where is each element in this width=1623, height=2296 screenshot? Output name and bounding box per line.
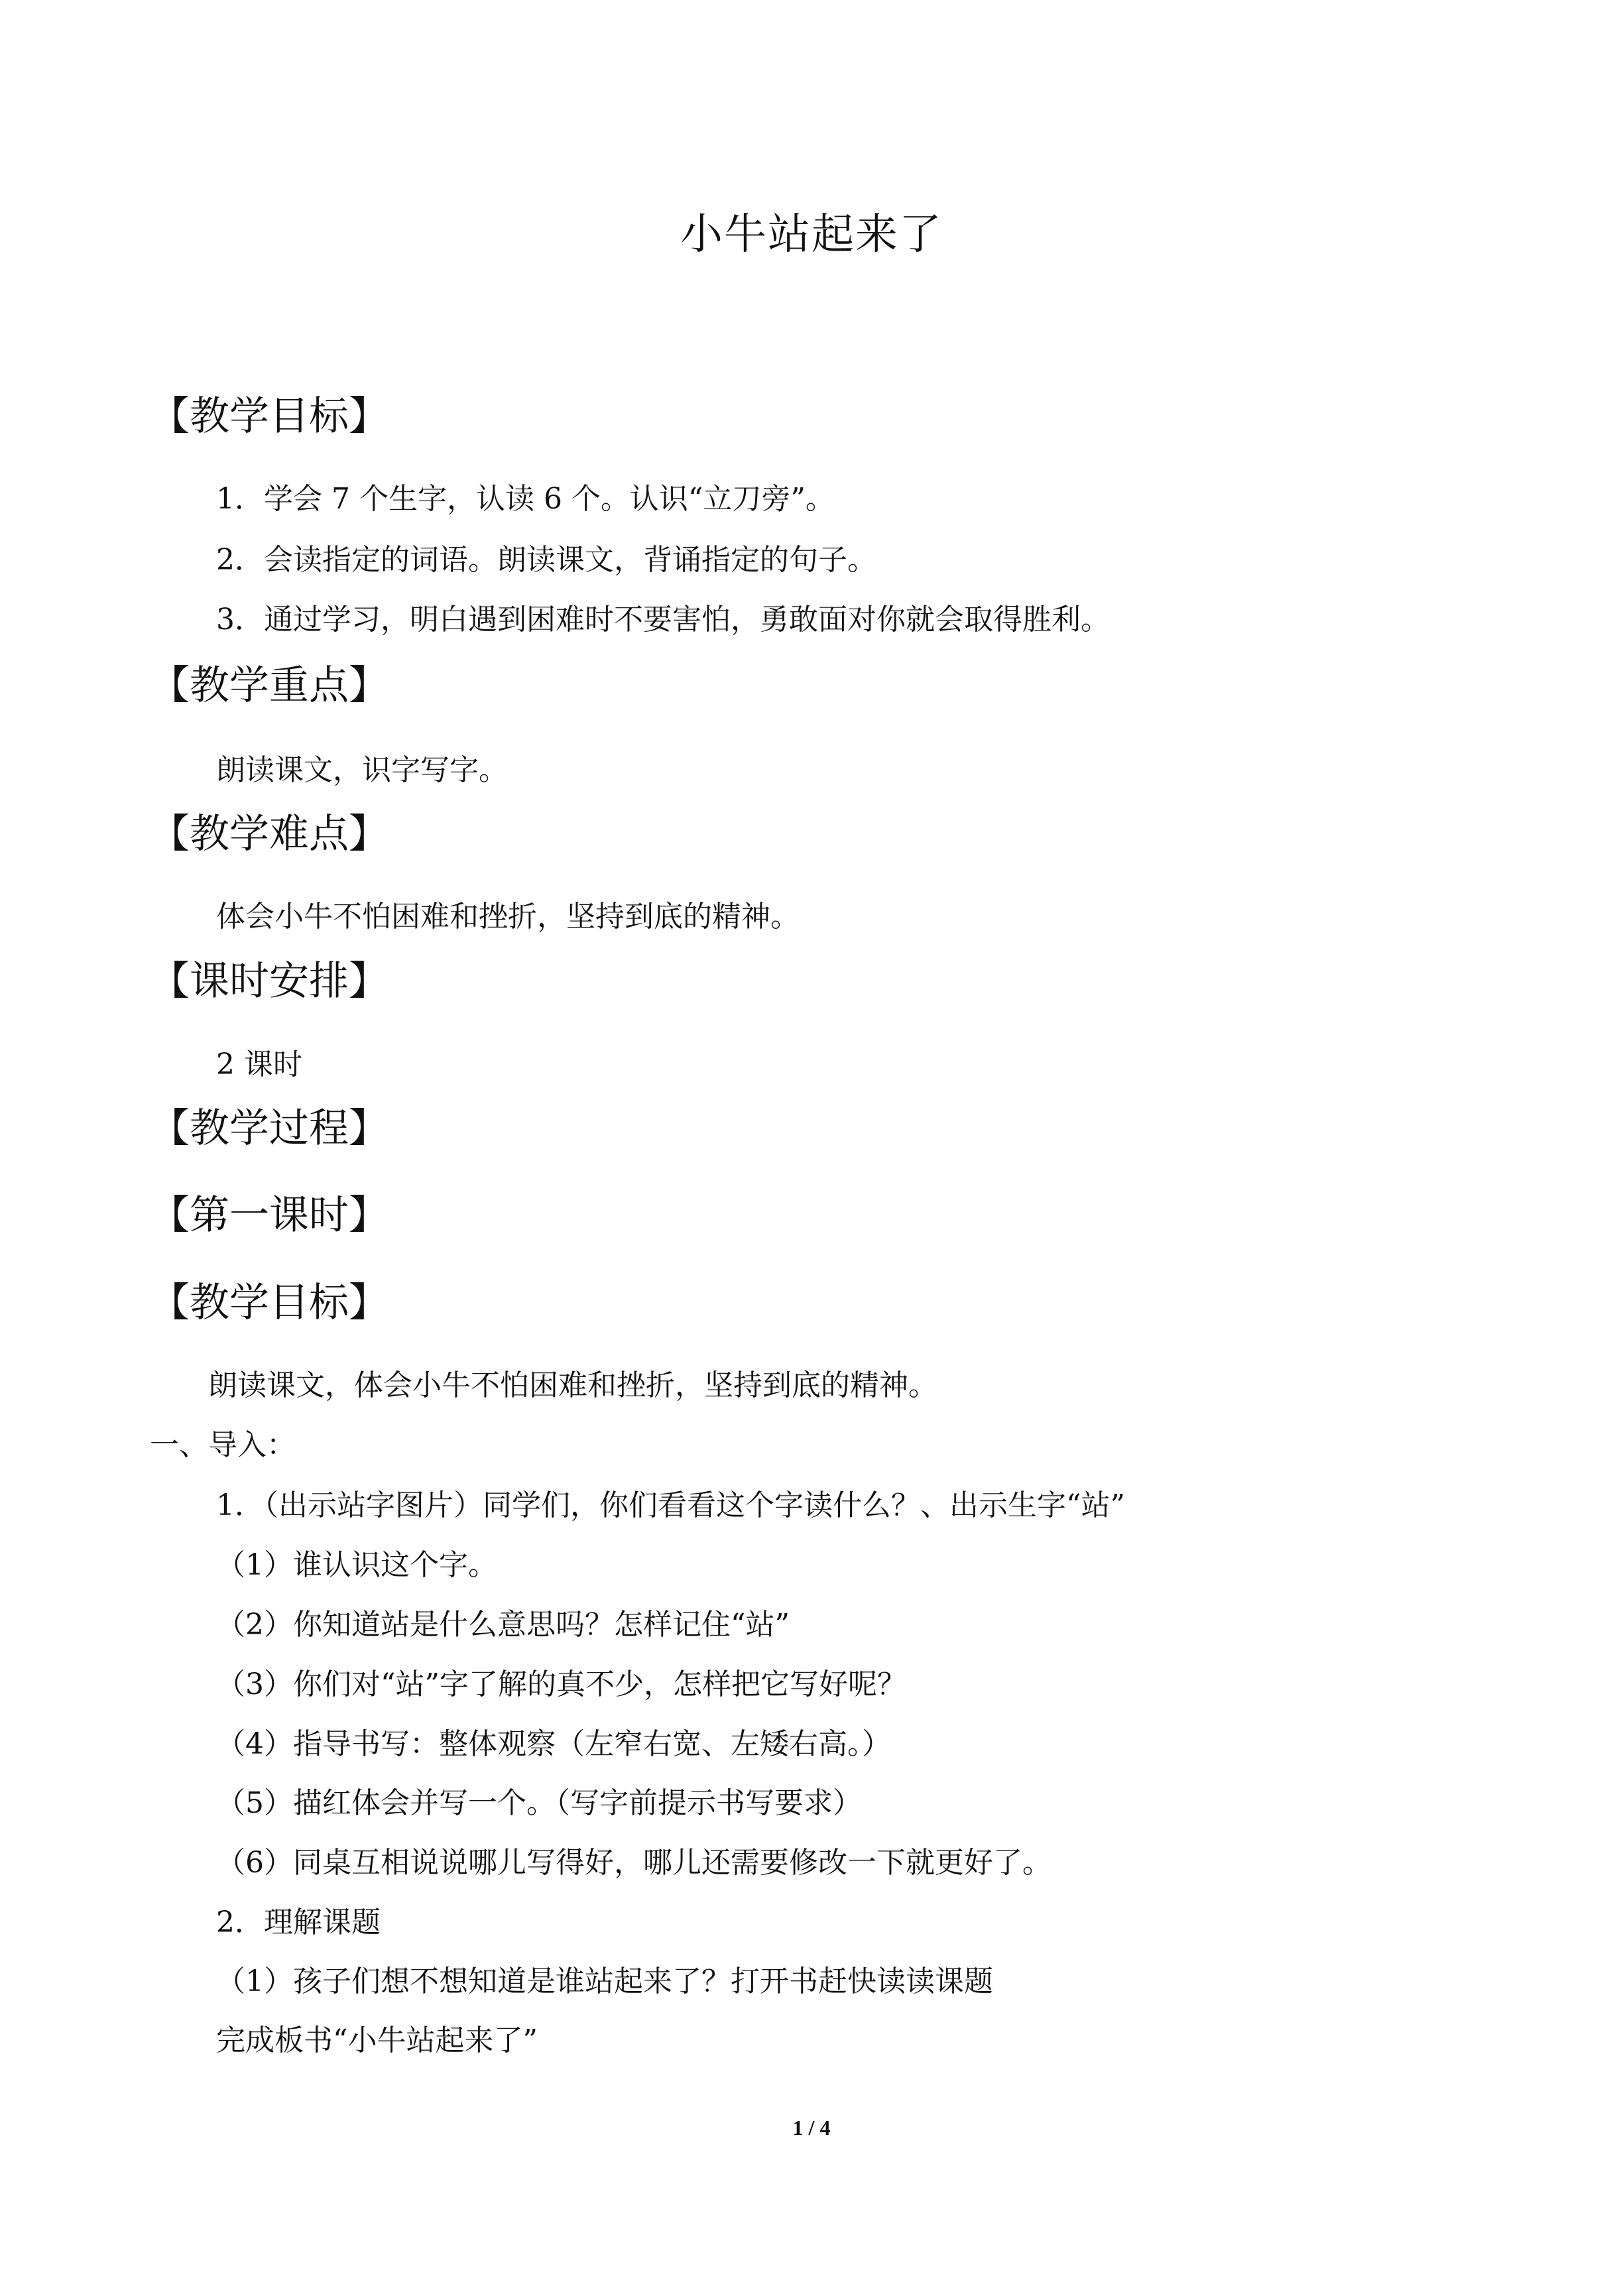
intro-step-1-sub-1: （1）谁认识这个字。: [216, 1548, 497, 1582]
difficulties-heading: 【教学难点】: [150, 811, 389, 857]
intro-heading: 一、导入：: [150, 1428, 296, 1462]
intro-step-1-sub-6: （6）同桌互相说说哪儿写得好，哪儿还需要修改一下就更好了。: [216, 1846, 1052, 1880]
intro-step-2-sub-1: （1）孩子们想不想知道是谁站起来了？打开书赶快读读课题: [216, 1964, 993, 1998]
goal-item-1: 1．学会 7 个生字，认读 6 个。认识“立刀旁”。: [216, 482, 835, 516]
key-points-text: 朗读课文，识字写字。: [216, 753, 508, 787]
goal-item-3: 3．通过学习，明白遇到困难时不要害怕，勇敢面对你就会取得胜利。: [216, 603, 1110, 636]
document-title: 小牛站起来了: [680, 210, 943, 259]
key-points-heading: 【教学重点】: [150, 662, 389, 709]
process-heading: 【教学过程】: [150, 1105, 389, 1152]
goal-item-2: 2．会读指定的词语。朗读课文，背诵指定的句子。: [216, 543, 876, 577]
schedule-text: 2 课时: [216, 1048, 302, 1081]
intro-step-1-sub-5: （5）描红体会并写一个。（写字前提示书写要求）: [216, 1786, 862, 1820]
intro-step-2: 2．理解课题: [216, 1905, 381, 1939]
teaching-goals-heading: 【教学目标】: [150, 393, 389, 440]
lesson-goals-heading: 【教学目标】: [150, 1280, 389, 1326]
schedule-heading: 【课时安排】: [150, 958, 389, 1004]
intro-step-1-sub-3: （3）你们对“站”字了解的真不少，怎样把它写好呢？: [216, 1667, 906, 1701]
intro-step-1-sub-2: （2）你知道站是什么意思吗？怎样记住“站”: [216, 1608, 790, 1642]
intro-step-2-board: 完成板书“小牛站起来了”: [216, 2024, 538, 2057]
intro-step-1-sub-4: （4）指导书写：整体观察（左窄右宽、左矮右高。）: [216, 1727, 891, 1761]
page-number: 1 / 4: [792, 2116, 831, 2140]
lesson-goals-text: 朗读课文，体会小牛不怕困难和挫折，坚持到底的精神。: [208, 1368, 937, 1402]
lesson-one-heading: 【第一课时】: [150, 1192, 389, 1239]
difficulties-text: 体会小牛不怕困难和挫折，坚持到底的精神。: [216, 900, 800, 934]
intro-step-1: 1．（出示站字图片）同学们，你们看看这个字读什么？、出示生字“站”: [216, 1488, 1125, 1522]
